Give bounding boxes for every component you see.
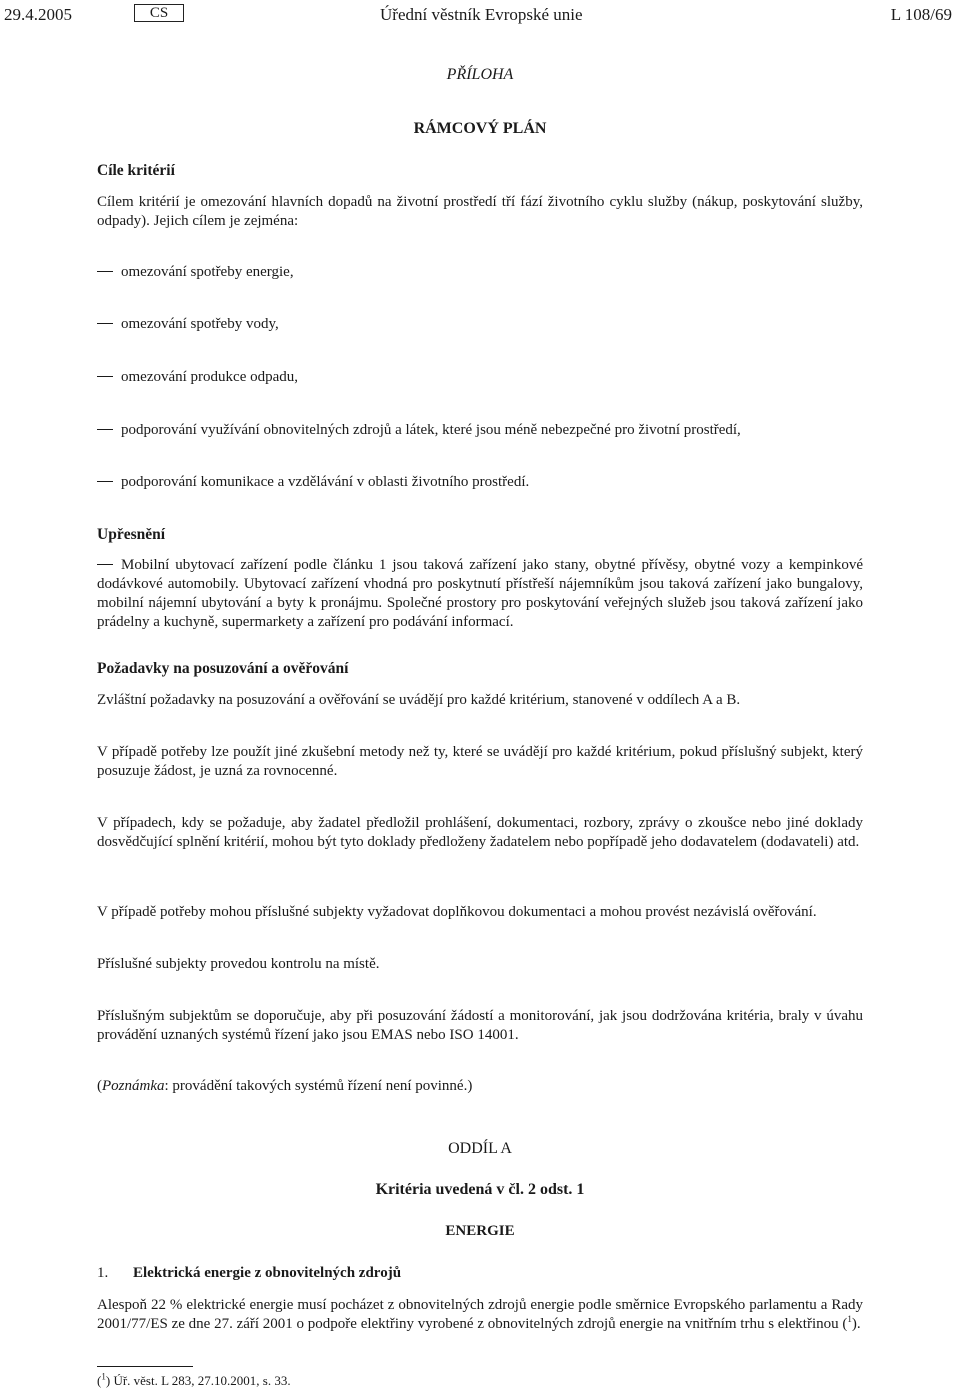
dash-icon [97,481,113,482]
footnote-marker: 1 [101,1371,106,1382]
bullet-item: omezování produkce odpadu, [97,368,298,387]
annex-label: PŘÍLOHA [446,66,514,83]
assessment-paragraph: Zvláštní požadavky na posuzování a ověřování se uvádějí pro každé kritérium, stanovené v oddílech A a B. [97,692,741,708]
section-label: ODDÍL A [448,1140,512,1157]
section-subtitle: Kritéria uvedená v čl. 2 odst. 1 [375,1181,585,1198]
clarification-heading: Upřesnění [97,526,166,543]
assessment-heading: Požadavky na posuzování a ověřování [97,660,349,677]
footnote: ($^1$) Úř. věst. L 283, 27.10.2001, s. 33. [97,1371,291,1388]
footnote-ref[interactable]: 1 [847,1314,852,1324]
dash-icon [97,271,113,272]
language-badge: CS [134,4,184,22]
dash-icon [97,376,113,377]
assessment-paragraph: V případě potřeby lze použít jiné zkušební metody než ty, které se uvádějí pro každé kritérium, pokud příslušný subjekt, který posuzuje žádost, je uzná za rovnocenné. [97,744,863,779]
bullet-item: omezování spotřeby vody, [97,315,279,334]
page-reference: L 108/69 [890,5,952,24]
bullet-item: podporování komunikace a vzdělávání v oblasti životního prostředí. [97,473,529,492]
publication-date: 29.4.2005 [4,5,72,24]
assessment-paragraph: Příslušné subjekty provedou kontrolu na místě. [97,956,380,972]
dash-icon [97,564,113,565]
item-text: Alespoň 22 % elektrické energie musí pocházet z obnovitelných zdrojů energie podle směrnice Evropského parlamentu a Rady 2001/77/ES ze dne 27. září 2001 o podpoře elektřiny vyrobené z obnovitelných zdrojů energie na vnitřním trhu s elektřinou ($^1$). [97,1297,863,1332]
section-topic: ENERGIE [445,1223,515,1239]
journal-title: Úřední věstník Evropské unie [380,5,583,24]
bullet-item: omezování spotřeby energie, [97,263,294,282]
criteria-goals-heading: Cíle kritérií [97,162,175,179]
annex-title: RÁMCOVÝ PLÁN [413,120,547,137]
assessment-paragraph: Příslušným subjektům se doporučuje, aby při posuzování žádostí a monitorování, jak jsou dodržována kritéria, braly v úvahu provádění uznaných systémů řízení jako jsou EMAS nebo ISO 14001. [97,1008,863,1043]
item-number: 1. [97,1265,109,1281]
criteria-goals-intro: Cílem kritérií je omezování hlavních dopadů na životní prostředí tří fází životního cyklu služby (nákup, poskytování služby, odpady). Jejich cílem je zejména: [97,194,863,229]
bullet-item: podporování využívání obnovitelných zdrojů a látek, které jsou méně nebezpečné pro životní prostředí, [97,421,741,440]
assessment-paragraph: V případě potřeby mohou příslušné subjekty vyžadovat doplňkovou dokumentaci a mohou provést nezávislá ověřování. [97,904,817,920]
dash-icon [97,323,113,324]
clarification-text: Mobilní ubytovací zařízení podle článku 1 jsou taková zařízení jako stany, obytné přívěsy, obytné vozy a kempinkové dodávkové automobily. Ubytovací zařízení vhodná pro poskytnutí přístřeší nájemníkům jsou taková zařízení jako bungalovy, mobilní nájemní ubytování a byty k pronájmu. Společné prostory pro poskytování veřejných služeb jsou taková zařízení jako prádelny a kuchyně, supermarkety a zařízení pro podávání informací. [97,557,863,630]
dash-icon [97,429,113,430]
assessment-paragraph: V případech, kdy se požaduje, aby žadatel předložil prohlášení, dokumentaci, rozbory, zprávy o zkoušce nebo jiné doklady dosvědčující splnění kritérií, mohou být tyto doklady předloženy žadatelem nebo popřípadě jeho dodavatelem (dodavateli) atd. [97,815,863,850]
footnote-divider [97,1366,193,1367]
item-title: Elektrická energie z obnovitelných zdrojů [133,1265,402,1281]
assessment-note: (Poznámka: provádění takových systémů řízení není povinné.) [97,1078,473,1094]
